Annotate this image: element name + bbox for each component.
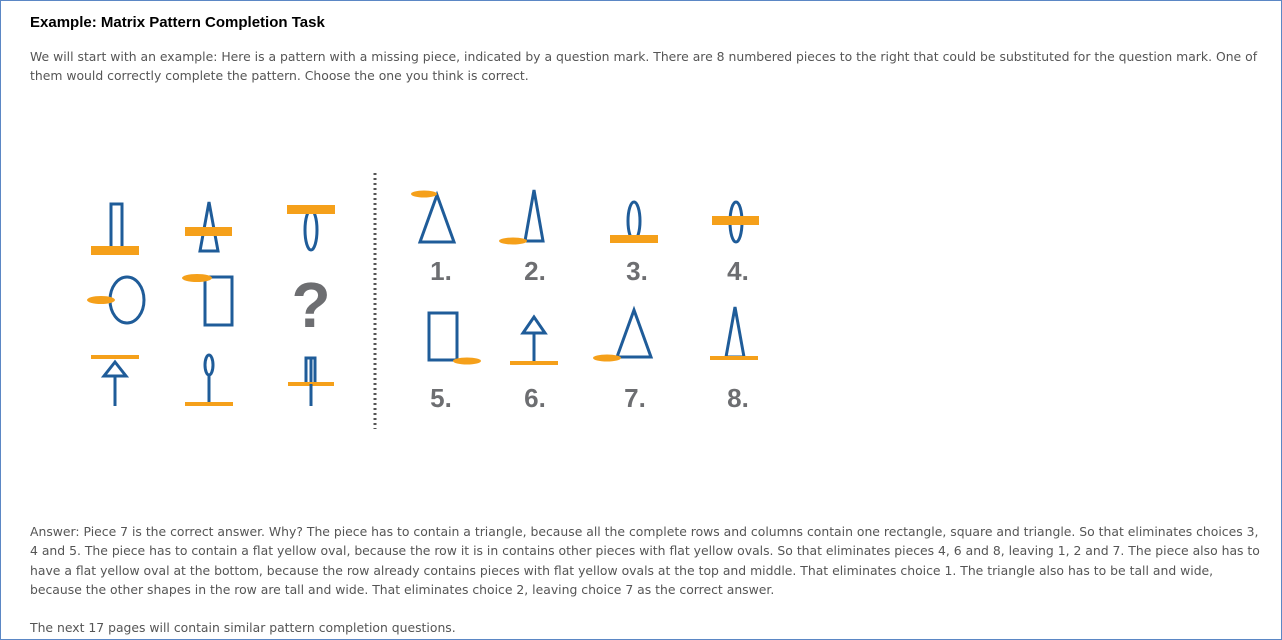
choice-2-piece[interactable] (499, 190, 543, 245)
choice-5-label: 5. (430, 383, 452, 413)
choice-4-label: 4. (727, 256, 749, 286)
choice-6-label: 6. (524, 383, 546, 413)
matrix-cell-r2c2 (182, 274, 232, 325)
choice-5-piece[interactable] (429, 313, 481, 365)
choice-7-label: 7. (624, 383, 646, 413)
matrix-cell-r2c1 (87, 277, 144, 323)
next-pages-note: The next 17 pages will contain similar pattern completion questions. (30, 620, 456, 635)
matrix-cell-r1c3 (287, 205, 335, 250)
missing-piece-question-mark: ? (291, 269, 331, 341)
choice-3-label: 3. (626, 256, 648, 286)
matrix-cell-r3c1 (91, 357, 139, 406)
choice-7-piece[interactable] (593, 310, 651, 362)
choice-8-label: 8. (727, 383, 749, 413)
choice-6-piece[interactable] (510, 317, 558, 363)
matrix-cell-r3c3 (288, 358, 334, 406)
matrix-cell-r1c1 (91, 204, 139, 255)
intro-paragraph: We will start with an example: Here is a pattern with a missing piece, indicated by a question mark. There are 8 numbered pieces to the right that could be substituted for the question mark. One of them would correctly complete the pattern. Choose the one you think is correct. (30, 49, 1258, 84)
choice-1-piece[interactable] (411, 191, 454, 243)
choice-4-piece[interactable] (712, 202, 759, 242)
page-title: Example: Matrix Pattern Completion Task (30, 14, 325, 31)
matrix-cell-r1c2 (185, 202, 232, 251)
matrix-cell-r3c2 (185, 355, 233, 404)
answer-explanation: Answer: Piece 7 is the correct answer. Why? The piece has to contain a triangle, because all the complete rows and columns contain one rectangle, square and triangle. So that eliminates choices 3, 4 and 5. The piece has to contain a flat yellow oval, because the row it is in contains other pieces with flat yellow ovals. So that eliminates pieces 4, 6 and 8, leaving 1, 2 and 7. The piece also has to have a flat yellow oval at the bottom, because the row already contains pieces with flat yellow ovals at the top and middle. That eliminates choice 1. The triangle also has to be tall and wide, because the other shapes in the row are tall and wide. That eliminates choice 2, leaving choice 7 as the correct answer. (30, 524, 1260, 598)
choice-1-label: 1. (430, 256, 452, 286)
choice-8-piece[interactable] (710, 307, 758, 358)
choice-3-piece[interactable] (610, 202, 658, 243)
choice-2-label: 2. (524, 256, 546, 286)
